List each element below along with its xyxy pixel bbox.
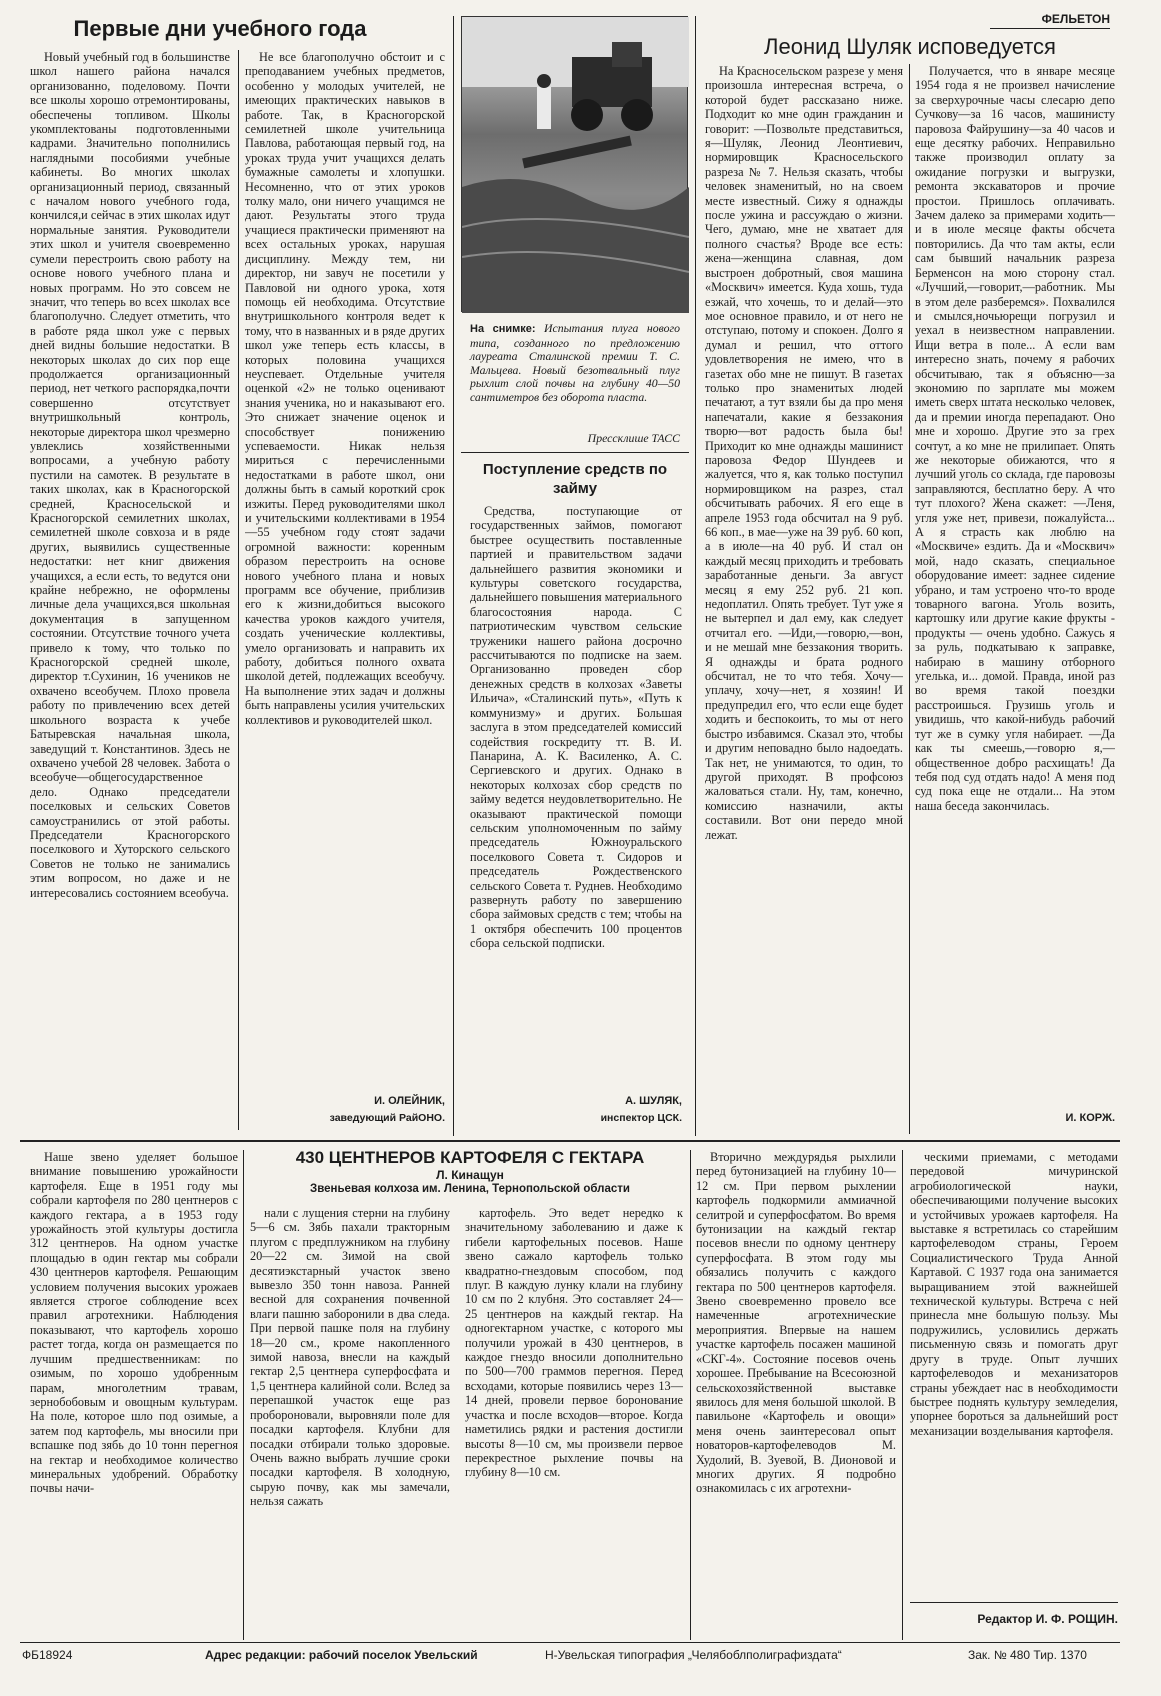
caption-text: Испытания плуга нового типа, созданного по предложению лауреата Сталинской премии Т. С. Мальцева. Новый безотвальный плуг рыхлит слой почвы на глубину 40—50 сантиметров без оборота пласта. (470, 321, 680, 404)
tractor-plough-illustration (462, 17, 689, 313)
plough-photo (461, 16, 688, 312)
article4-col5: ческими приемами, с методами передовой мичуринской агробиологической науки, обеспечивающими получение высоких и устойчивых урожаев картофеля. На выставке я встретилась со старейшим картофелеводом страны, Героем Социалистического Труда Анной Картавой. С 1937 года она занимается выращиванием этой важнейшей технической культуры. Встреча с ней принесла мне большую пользу. Мы подружились, условились держать письменную связь и помогать друг другу в труде. Опыт лучших картофелеводов и механизаторов страны убеждает нас в необходимости быстрее поднять культуру земледелия, упорнее бороться за дальнейший рост механизации возделывания картофеля. (910, 1150, 1118, 1438)
article3-col1: На Красносельском разрезе у меня произошла интересная встреча, о которой будет рассказано ниже. Подходит ко мне один гражданин и говорит: —Позвольте представиться, я—Шуляк, Леонид Леонтиевич, нормировщик Красносельского разреза № 7. Нельзя сказать, чтобы человек знаменитый, но на своем месте известный. Сижу я однажды после ужина и рассуждаю о жизни. Чего, думаю, мне не хватает для полного счастья? Вроде все есть: жена—женщина славная, дом выстроен добротный, своя машина «Москвич» имеется. Куда хошь, туда езжай, что хочешь, то и делай—это мое основное правило, и от него не отступаю, потому и спокоен. Долго я думал и решил, что оттого удовлетворения не имею, что в газетах обо мне не пишут. В газетах только про знаменитых людей печатают, а тут взяли бы да про меня напечатали, какие я беззакония творю—вот радость была бы! Приходит ко мне однажды машинист паровоза Федор Шундеев и жалуется, что я, как только поступил нормировщиком на разрез, стал обсчитывать рабочих. Я его еще в апреле 1953 года обсчитал на 9 руб. 66 коп., в мае—уже на 39 руб. 60 коп, а в июле—на 40 руб. И стал он каждый месяц приходить и требовать заработанные деньги. За август месяц я ему 252 руб. 21 коп. недоплатил. Опять требует. Тут уже я не вытерпел и дал ему, как следует отчитал его. —Иди,—говорю,—вон, и не мешай мне беззакония творить. Я однажды и брата родного обсчитал, не то что тебя. Хочу—уплачу, хочу—нет, я хозяин! И предупредил его, что если еще будет ходить и беспокоить, то мы от него быстро избавимся. Сказал это, чтобы и другим неповадно было надоедать. Так нет, не унимаются, то один, то другой приходят. В профсоюз жаловаться стали. Ну, там, конечно, комиссию назначили, акты составили. Вот они передо мной лежат. (705, 64, 903, 842)
column-rule (243, 1150, 244, 1640)
article4-col3: картофель. Это ведет нередко к значительному заболеванию и даже к гибели картофельных посевов. Наше звено сажало картофель только квадратно-гнездовым способом, под плуг. В каждую лунку клали на глубину 10 см по 2 клубня. Это составляет 24—25 центнеров на каждый гектар. На одногектарном участке, с которого мы получили урожай в 430 центнеров, в каждое гнездо вносили дополнительно по 500—700 граммов перегноя. Перед всходами, которые появились через 13—14 дней, провели первое боронование участка и после всходов—второе. Когда наметились рядки и растения достигли высоты 8—10 см, мы произвели первое перекрестное рыхление почвы на глубину 8—10 см. (465, 1206, 683, 1480)
column-rule (909, 64, 910, 1134)
column-rule (695, 16, 696, 1136)
article1-author-title: заведующий РайОНО. (329, 1112, 445, 1124)
article2-title (461, 460, 689, 498)
caption-lead: На снимке: (470, 323, 536, 335)
article1-col2: Не все благополучно обстоит и с преподаванием учебных предметов, особенно у молодых учителей, не имеющих практических навыков в работе. Так, в Красногорской семилетней школе учительница Павлова, работающая первый год, на уроках труда учит учащихся делать бумажные самолеты и хлопушки. Несомненно, что от этих уроков толку мало, они ничего учащимся не дают. Результаты этого труда учащиеся практически применяют на всех остальных уроках, нарушая дисциплину. Между тем, ни директор, ни завуч не посетили у Павловой ни одного урока, хотя помощь ей необходима. Отсутствие внутришкольного контроля ведет к тому, что в названных и в ряде других школ уже теперь есть классы, в которых половина учащихся неуспевает. Отдельные учителя оценкой «2» не только оценивают знания ученика, но и наказывают его. Это снижает значение оценок и способствует понижению успеваемости. Никак нельзя мириться с перечисленными недостатками в работе школ, они должны быть в самый короткий срок изжиты. Перед руководителями школ и учительскими коллективами в 1954—55 учебном году стоят задачи огромной важности: коренным образом перестроить на основе нового учебного плана и новых программ все обучение, приблизив его к жизни,добиться высокого качества уроков каждого учителя, создать ученические коллективы, умело организовать и направить их работу, добиться полного охвата школой детей, подлежащих всеобучу. На выполнение этих задач и должны быть направлены усилия учительских коллективов и руководителей школ. (245, 50, 445, 727)
article4-title: 430 ЦЕНТНЕРОВ КАРТОФЕЛЯ С ГЕКТАРА (295, 1148, 645, 1167)
article2-author: А. ШУЛЯК, (625, 1095, 682, 1107)
article4-col1: Наше звено уделяет большое внимание повышению урожайности картофеля. Еще в 1951 году мы собрали картофеля по 280 центнеров с каждого гектара, а в 1953 году урожайность этой культуры достигла 312 центнеров. На одном участке площадью в один гектар мы собрали 430 центнеров картофеля. Решающим условием получения высоких урожаев является строгое соблюдение всех правил агротехники. Наблюдения показывают, что картофель хорошо растет тогда, когда он размещается по лучшим предшественникам: по озимым, по хорошо удобренным парам, многолетним травам, зернобобовым и овощным культурам. На поле, которое шло под озимые, а затем под картофель, мы вносили при вспашке под зябь до 10 тонн перегноя на гектар и необходимое количество минеральных удобрений. Обработку почвы начи- (30, 1150, 238, 1496)
column-rule (238, 50, 239, 1130)
article3-author: И. КОРЖ. (1065, 1112, 1115, 1124)
article3-col2: Получается, что в январе месяце 1954 года я не произвел начисление за сверхурочные часы слесарю депо Сучкову—за 16 часов, машинисту паровоза Файрушину—за 40 часов и еще десятку рабочих. Неправильно также производил оплату за ожидание погрузки и выгрузки, ремонта экскаваторов и прочие простои. Пришлось оплачивать. Зачем далеко за примерами ходить—и в июле месяце факты обсчета повторились. Да что там акты, если сам бывший начальник разреза Берменсон на мою сторону стал. «Лучший,—говорит,—работник. Мы в этом деле разберемся». Похвалился и смылся,ночьюрещи погрузил и уехал в неизвестном направлении. Ищи ветра в поле... А если вам интересно знать, почему я рабочих обсчитываю, так я объясню—за экономию по зарплате мы можем иметь сверх штата несколько человек, да и премии иногда перепадают. Оно мне и хорошо. Другие это за грех сочтут, а ко мне не прилипает. Опять же некоторые обижаются, что я лучший уголь со склада, где паровозы заправляются, бесплатно беру. А что тут плохого? Жена скажет: —Леня, угля уже нет, привези, пожалуйста... А я страсть как люблю на «Москвиче» ездить. Да и «Москвич» мой, надо сказать, специальное оборудование имеет: заднее сидение убрано, и там устроено что-то вроде товарного вагона. Уголь возить, картошку или другие какие фрукты - продукты — очень удобно. Сажусь я за руль, подкатываю к заправке, набираю в машину отборного угелька, и... домой. Правда, иной раз во время такой поездки расстроишься. Грузишь уголь и увидишь, что какой-нибудь рабочий тут же в сумку угля набирает. —Да как ты смеешь,—говорю я,— общественное добро расхищать! Да тебя под суд отдать надо! А меня под суд пока еще не отдали... На этом наша беседа закончилась. (915, 64, 1115, 813)
editor-credit: Редактор И. Ф. РОЩИН. (977, 1612, 1118, 1626)
footer-code: ФБ18924 (22, 1648, 73, 1662)
column-rule (453, 16, 454, 1136)
footer-rule (20, 1642, 1120, 1643)
article1-col1: Новый учебный год в большинстве школ нашего района начался организованно, поделовому. Почти все школы хорошо отремонтированы, обеспечены топливом. Школы укомплектованы подготовленными кадрами. Значительно пополнились наглядными пособиями учебные кабинеты. Во многих школах организационный период, связанный с началом нового учебного года, кончился,и сейчас в этих школах идут нормальные занятия. Руководители этих школ и учителя своевременно сумели перестроить свою работу на основе нового учебного плана и новых программ. Но это совсем не значит, что теперь во всех школах все благополучно. Следует отметить, что в работе ряда школ уже с первых дней видны большие недостатки. В некоторых школах до сих пор еще продолжается организационный период, нет четкого распорядка,почти совершенно отсутствует внутришкольный контроль, некоторые директора школ чрезмерно увлеклись хозяйственными вопросами, а учебную работу пустили на самотек. В результате в таких школах, как в Красногорской средней, Красносельской и Красногорской семилетних школах, семилетней школе совхоза и в ряде других, выявились существенные недостатки: нет книг движения учащихся, а если есть, то ведутся они крайне небрежно, не оформлены личные дела учащихся,вся школьная документация в запущенном состоянии. Отсутствие точного учета привело к тому, что только по Красногорской средней школе, директор т.Сухинин, 16 учеников не охвачено всеобучем. Плохо провела работу по привлечению всех детей школьного возраста к учебе Батыревская начальная школа, заведущий т. Константинов. Здесь не охвачено учебой 28 человек. Забота о всеобуче—общегосударственное дело. Однако председатели поселковых и сельских Советов самоустранились от этой работы. Председатели Красногорского поселкового и Хуторского сельского Советов не только не занимались этим вопросом, но даже и не интересовались состоянием всеобуча. (30, 50, 230, 900)
article1-author: И. ОЛЕЙНИК, (374, 1095, 445, 1107)
article4-author: Л. Кинащун (436, 1168, 504, 1182)
article3-title: Леонид Шуляк исповедуется (764, 34, 1056, 59)
photo-credit: Прессклише ТАСС (587, 431, 680, 445)
editor-rule (910, 1602, 1118, 1603)
article2-text: Средства, поступающие от государственных займов, помогают быстрее осуществить поставленные партией и правительством задачи дальнейшего развития экономики и культуры советского государства, дальнейшего повышения материального благосостояния народа. С патриотическим чувством сельские труженики нашего района досрочно рассчитываются по подписке на заем. Организованно проведен сбор денежных средств в колхозах «Заветы Ильича», «Сталинский путь», «Путь к коммунизму» и других. Большая заслуга в этом председателей комиссий содействия госкредиту тт. В. И. Панарина, А. К. Василенко, А. С. Сергиевского и других. Однако в некоторых колхозах сбор средств по займу ведется неудовлетворительно. Не оказывают практической помощи сельским уполномоченным по займу председатель Южноуральского поселкового Совета т. Сидоров и председатель Рождественского сельского Совета т. Руднев. Необходимо развернуть работу по завершению сбора займовых средств с тем; чтобы на 1 октября обеспечить 100 процентов сбора сельской подписки. (470, 504, 682, 951)
feuilleton-kicker: ФЕЛЬЕТОН (1041, 12, 1110, 26)
section-rule (461, 452, 689, 453)
article4-col4: Вторично междурядья рыхлили перед бутонизацией на глубину 10—12 см. При первом рыхлении картофель подкормили аммиачной селитрой и суперфосфатом. Во время бутонизации на каждый гектар посевов внесли по одному центнеру суперфосфата. В этом году мы обязались получить с каждого гектара по 500 центнеров картофеля. Звено своевременно провело все намеченные агротехнические мероприятия. Впервые на нашем участке картофель посажен машиной «СКГ-4». Состояние посевов очень хорошее. Пребывание на Всесоюзной сельскохозяйственной выставке явилось для меня большой школой. В павильоне «Картофель и овощи» меня очень заинтересовал опыт новаторов-картофелеводов М. Худолий, В. Зуевой, В. Дионовой и многих других. Я подробно ознакомилась с их агротехни- (696, 1150, 896, 1496)
column-rule (902, 1150, 903, 1640)
photo-caption (470, 322, 680, 438)
article4-author-desc: Звеньевая колхоза им. Ленина, Тернопольской области (310, 1183, 630, 1195)
footer-order: Зак. № 480 Тир. 1370 (968, 1648, 1087, 1662)
column-rule (690, 1150, 691, 1640)
kicker-rule (990, 28, 1110, 29)
page-divider (20, 1140, 1120, 1142)
footer-address: Адрес редакции: рабочий поселок Увельский (205, 1648, 478, 1662)
article1-title: Первые дни учебного года (73, 16, 367, 41)
article2-title-text: Поступление средств по займу (482, 461, 668, 497)
article2-author-title: инспектор ЦСК. (600, 1112, 682, 1124)
article4-col2: нали с лущения стерни на глубину 5—6 см. Зябь пахали тракторным плугом с предплужником на глубину 20—22 см. Зимой на свой десятиэкстарный участок звено вывезло 350 тонн навоза. Ранней весной для сохранения почвенной влаги пашню заборонили в два следа. При первой пашке поля на глубину 18—20 см., кроме накопленного зимой навоза, внесли на каждый гектар 2,5 центнера суперфосфата и 1,5 центнера калийной соли. Вслед за перепашкой участок еще раз пробороновали, выровняли поле для посадки картофеля. Клубни для посадки отбирали только здоровые. Очень важно выбрать лучшие сроки посадки картофеля. В холодную, сырую почву, как мы замечали, нельзя сажать (250, 1206, 450, 1509)
footer-printer: Н-Увельская типография „Челябоблполиграфиздата“ (545, 1648, 842, 1662)
